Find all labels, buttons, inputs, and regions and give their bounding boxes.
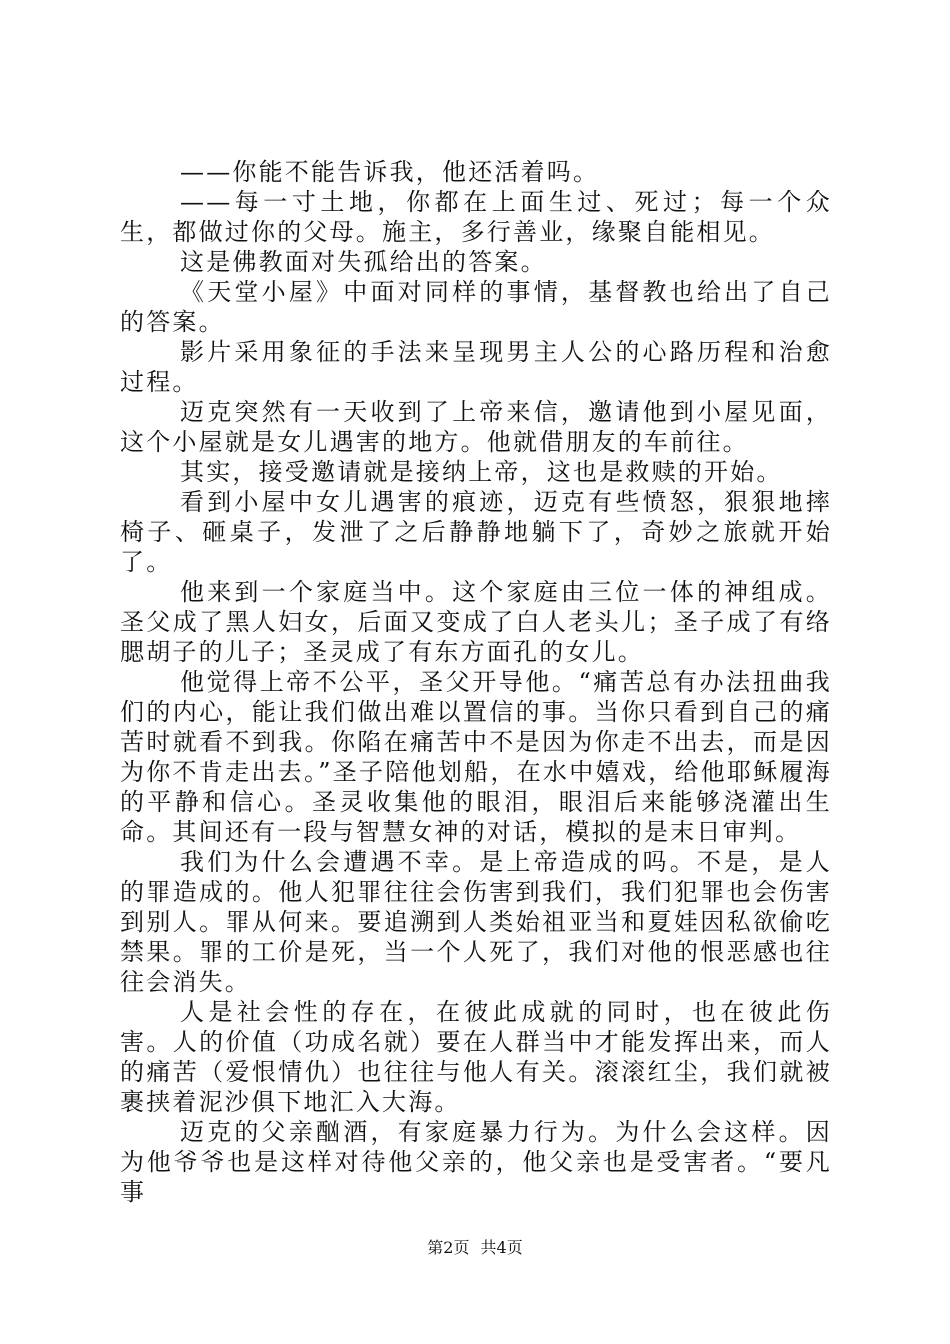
paragraph-4: 《天堂小屋》中面对同样的事情，基督教也给出了自己的答案。 <box>120 278 832 336</box>
page-number-total: 共4页 <box>480 1238 523 1257</box>
paragraph-3: 这是佛教面对失孤给出的答案。 <box>180 248 547 276</box>
document-body <box>120 157 832 1207</box>
paragraph-9: 他来到一个家庭当中。这个家庭由三位一体的神组成。圣父成了黑人妇女，后面又变成了白人老头儿；圣子成了有络腮胡子的儿子；圣灵成了有东方面孔的女儿。 <box>120 578 832 666</box>
paragraph-1: ——你能不能告诉我，他还活着吗。 <box>180 158 600 186</box>
paragraph-10: 他觉得上帝不公平，圣父开导他。“痛苦总有办法扭曲我们的内心，能让我们做出难以置信的事。当你只看到自己的痛苦时就看不到我。你陷在痛苦中不是因为你走不出去，而是因为你不肯走出去。”圣子陪他划船，在水中嬉戏，给他耶稣履海的平静和信心。圣灵收集他的眼泪，眼泪后来能够浇灌出生命。其间还有一段与智慧女神的对话，模拟的是末日审判。 <box>120 668 832 846</box>
page-number-current: 第2页 <box>427 1238 470 1257</box>
paragraph-12: 人是社会性的存在，在彼此成就的同时，也在彼此伤害。人的价值（功成名就）要在人群当中才能发挥出来，而人的痛苦（爱恨情仇）也往往与他人有关。滚滚红尘，我们就被裹挟着泥沙俱下地汇入大海。 <box>120 998 832 1116</box>
paragraph-6: 迈克突然有一天收到了上帝来信，邀请他到小屋见面，这个小屋就是女儿遇害的地方。他就借朋友的车前往。 <box>120 398 832 456</box>
paragraph-5: 影片采用象征的手法来呈现男主人公的心路历程和治愈过程。 <box>120 338 832 396</box>
paragraph-13: 迈克的父亲酗酒，有家庭暴力行为。为什么会这样。因为他爷爷也是这样对待他父亲的，他父亲也是受害者。“要凡事 <box>120 1118 832 1206</box>
page-footer <box>0 1238 950 1258</box>
paragraph-2: ——每一寸土地，你都在上面生过、死过；每一个众生，都做过你的父母。施主，多行善业，缘聚自能相见。 <box>120 188 832 246</box>
paragraph-7: 其实，接受邀请就是接纳上帝，这也是救赎的开始。 <box>180 458 783 486</box>
paragraph-8: 看到小屋中女儿遇害的痕迹，迈克有些愤怒，狠狠地摔椅子、砸桌子，发泄了之后静静地躺下了，奇妙之旅就开始了。 <box>120 488 832 576</box>
paragraph-11: 我们为什么会遭遇不幸。是上帝造成的吗。不是，是人的罪造成的。他人犯罪往往会伤害到我们，我们犯罪也会伤害到别人。罪从何来。要追溯到人类始祖亚当和夏娃因私欲偷吃禁果。罪的工价是死，当一个人死了，我们对他的恨恶感也往往会消失。 <box>120 848 832 996</box>
